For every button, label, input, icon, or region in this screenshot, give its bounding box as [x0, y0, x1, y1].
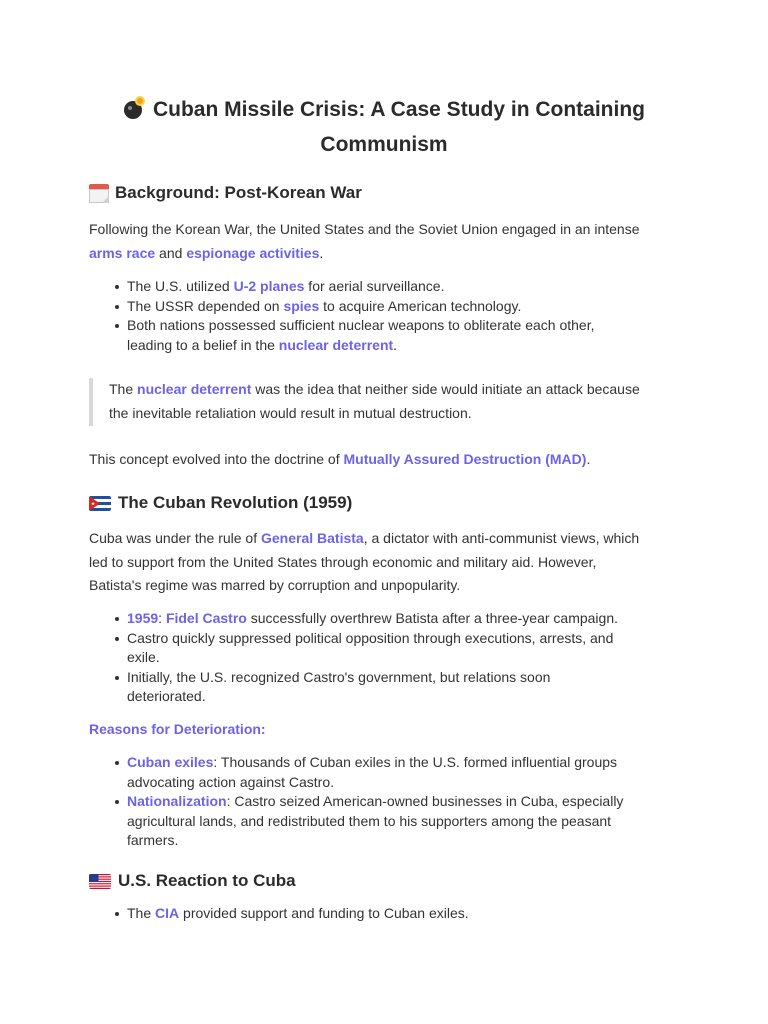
keyword-arms-race: arms race — [89, 244, 156, 261]
list-item: Nationalization: Castro seized American-owned businesses in Cuba, especially agricultural lands, and redistributed them to his supporters among the peasant farmers. — [127, 792, 687, 851]
keyword-nuclear-deterrent: nuclear deterrent — [137, 381, 252, 397]
keyword-nuclear-deterrent: nuclear deterrent — [278, 336, 394, 353]
blockquote — [89, 378, 681, 426]
us-reaction-bullets — [89, 904, 687, 924]
keyword-mad: Mutually Assured Destruction (MAD) — [343, 451, 587, 467]
keyword-fidel-castro: Fidel Castro — [165, 610, 247, 626]
keyword-cia: CIA — [155, 905, 180, 921]
us-flag-icon — [89, 874, 111, 889]
list-item: 1959: Fidel Castro successfully overthrew Batista after a three-year campaign. — [127, 609, 687, 629]
subheading-reasons: Reasons for Deterioration: — [89, 721, 266, 737]
revolution-intro: Cuba was under the rule of General Batista, a dictator with anti-communist views, which led to support from the United States through economic and military aid. However, Batista's regime was marred by corruption and unpopularity. — [89, 530, 640, 593]
list-item: The U.S. utilized U-2 planes for aerial surveillance. — [127, 277, 687, 297]
list-item: Initially, the U.S. recognized Castro's government, but relations soon deteriorated. — [127, 668, 687, 707]
keyword-spies: spies — [283, 297, 320, 314]
background-bullets — [89, 277, 687, 355]
bomb-icon — [123, 96, 147, 120]
calendar-icon — [89, 183, 109, 203]
section-heading-revolution: The Cuban Revolution (1959) — [89, 492, 352, 514]
background-conclusion: This concept evolved into the doctrine of Mutually Assured Destruction (MAD). — [89, 451, 591, 467]
revolution-bullets — [89, 609, 687, 707]
keyword-nationalization: Nationalization — [127, 793, 227, 810]
keyword-general-batista: General Batista — [261, 530, 364, 546]
blockquote-text: The nuclear deterrent was the idea that neither side would initiate an attack because the inevitable retaliation would result in mutual destruction. — [109, 381, 640, 421]
list-item: Castro quickly suppressed political opposition through executions, arrests, and exile. — [127, 629, 687, 668]
keyword-u2-planes: U-2 planes — [233, 278, 305, 294]
keyword-cuban-exiles: Cuban exiles — [127, 754, 214, 770]
list-item: The CIA provided support and funding to Cuban exiles. — [127, 904, 687, 924]
background-intro: Following the Korean War, the United States and the Soviet Union engaged in an intense arms race and espionage activities. — [89, 221, 640, 261]
section-heading-background: Background: Post-Korean War — [89, 182, 362, 204]
list-item: Both nations possessed sufficient nuclear weapons to obliterate each other, leading to a belief in the nuclear deterrent. — [127, 316, 687, 355]
keyword-1959: 1959 — [127, 610, 159, 626]
keyword-espionage-activities: espionage activities — [186, 244, 320, 261]
section-heading-us-reaction: U.S. Reaction to Cuba — [89, 870, 296, 892]
page-title: Cuban Missile Crisis: A Case Study in Containing Communism — [89, 92, 679, 162]
list-item: Cuban exiles: Thousands of Cuban exiles in the U.S. formed influential groups advocating action against Castro. — [127, 753, 687, 792]
cuba-flag-icon — [89, 496, 111, 511]
reasons-bullets — [89, 753, 687, 851]
list-item: The USSR depended on spies to acquire American technology. — [127, 297, 687, 317]
